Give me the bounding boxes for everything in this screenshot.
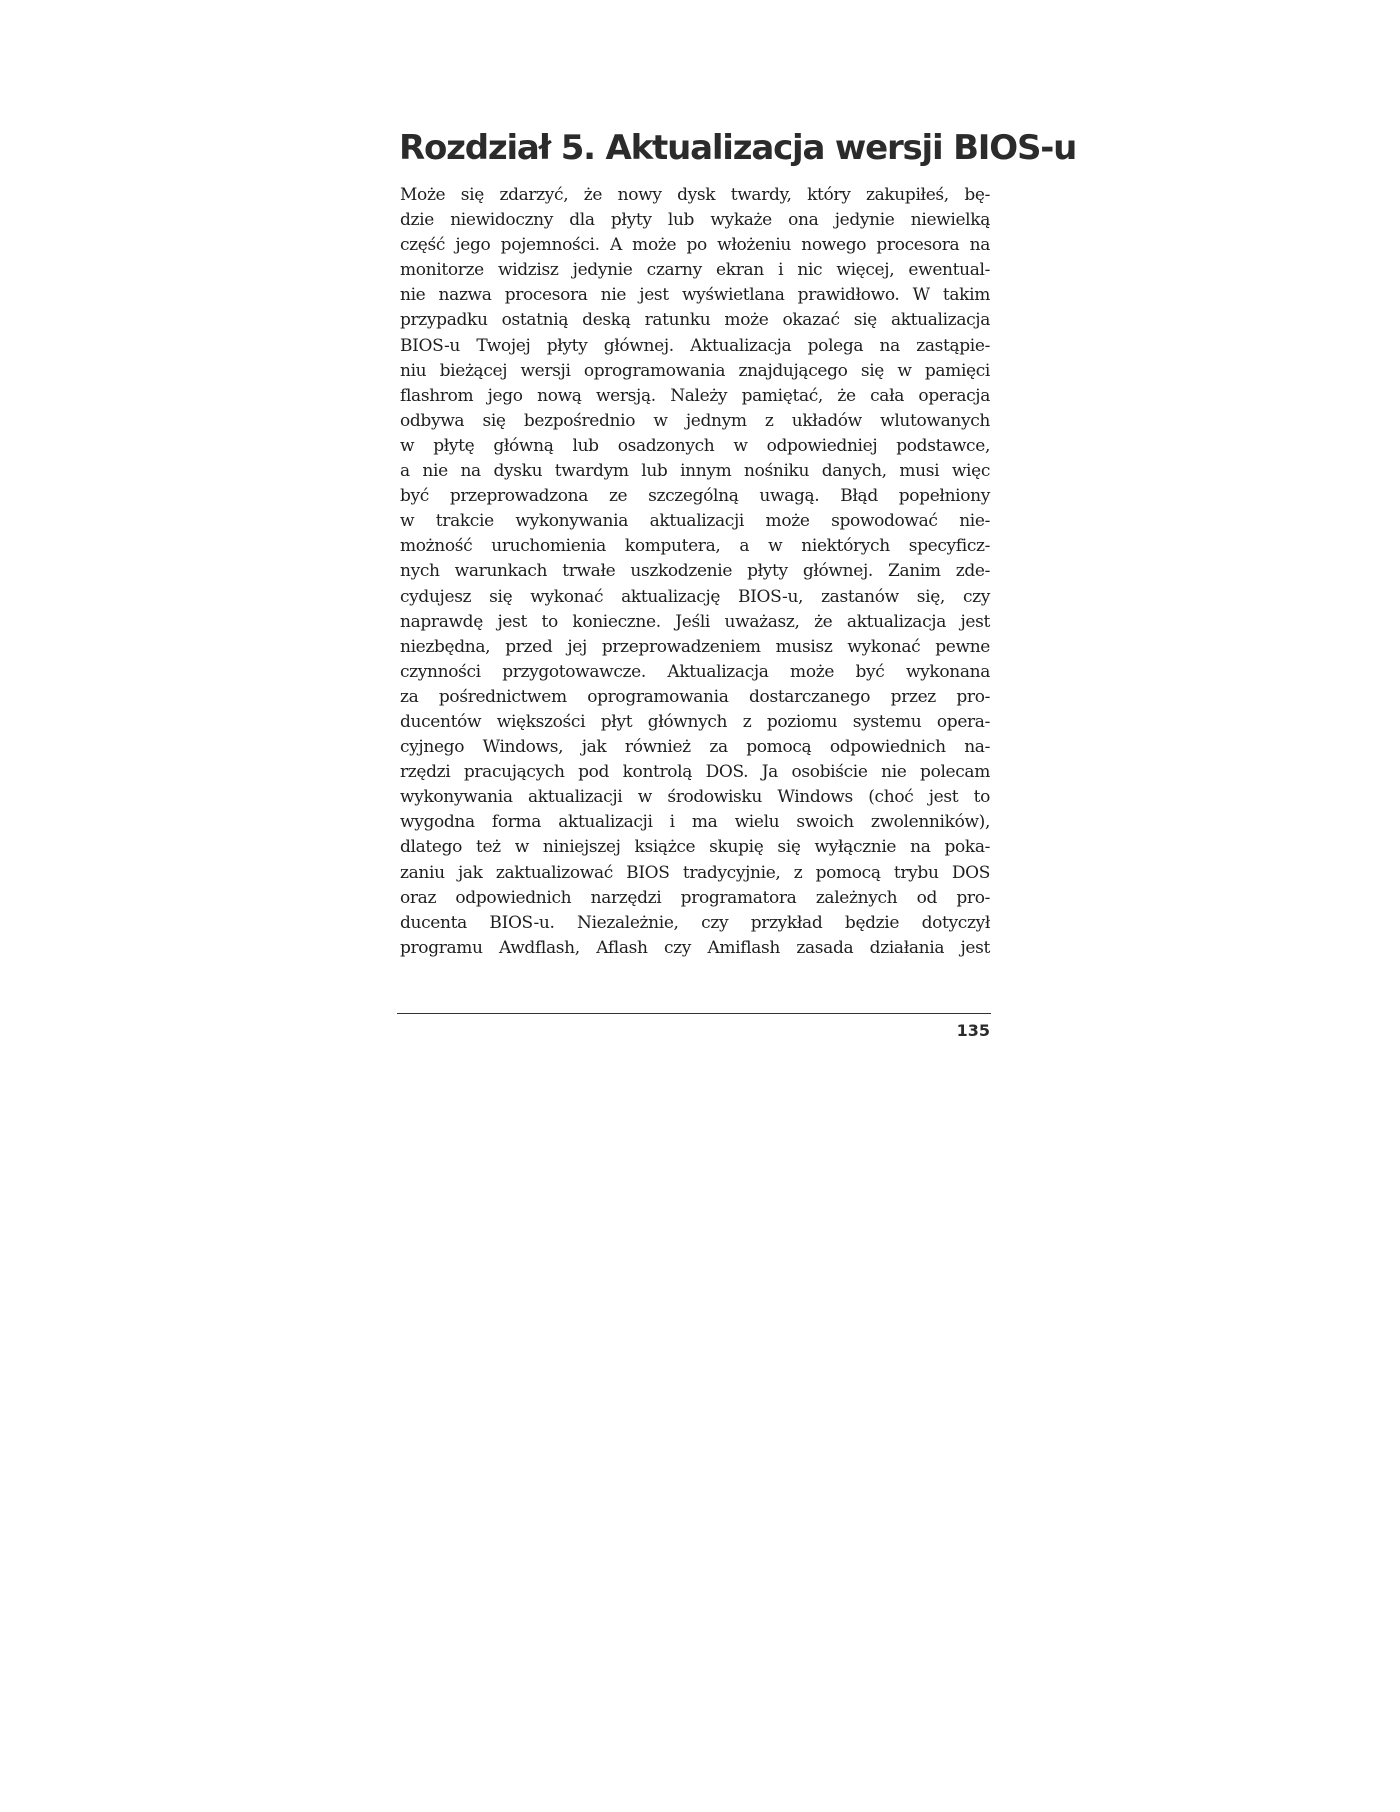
text-line: nych warunkach trwałe uszkodzenie płyty głównej. Zanim zde-	[400, 561, 990, 582]
text-line: wykonywania aktualizacji w środowisku Windows (choć jest to	[400, 787, 990, 808]
text-line: ducenta BIOS-u. Niezależnie, czy przykład będzie dotyczył	[400, 912, 990, 933]
text-line: część jego pojemności. A może po włożeniu nowego procesora na	[400, 235, 990, 256]
text-line: cyjnego Windows, jak również za pomocą odpowiednich na-	[400, 737, 990, 758]
page-number: 135	[956, 1021, 990, 1040]
text-line: BIOS-u Twojej płyty głównej. Aktualizacja polega na zastąpie-	[400, 335, 990, 356]
text-line: wygodna forma aktualizacji i ma wielu swoich zwolenników),	[400, 812, 990, 833]
text-line: zaniu jak zaktualizować BIOS tradycyjnie, z pomocą trybu DOS	[400, 862, 990, 883]
text-line: naprawdę jest to konieczne. Jeśli uważasz, że aktualizacja jest	[400, 611, 990, 632]
text-line: w trakcie wykonywania aktualizacji może spowodować nie-	[400, 511, 990, 532]
text-line: przypadku ostatnią deską ratunku może okazać się aktualizacja	[400, 310, 990, 331]
text-line: flashrom jego nową wersją. Należy pamiętać, że cała operacja	[400, 385, 990, 406]
text-line: niezbędna, przed jej przeprowadzeniem musisz wykonać pewne	[400, 636, 990, 657]
text-line: czynności przygotowawcze. Aktualizacja może być wykonana	[400, 661, 990, 682]
footer-divider	[397, 1013, 991, 1014]
text-line: w płytę główną lub osadzonych w odpowiedniej podstawce,	[400, 435, 990, 456]
text-line: dzie niewidoczny dla płyty lub wykaże ona jedynie niewielką	[400, 210, 990, 231]
chapter-title: Rozdział 5. Aktualizacja wersji BIOS-u	[399, 128, 1077, 168]
text-line: Może się zdarzyć, że nowy dysk twardy, który zakupiłeś, bę-	[400, 185, 990, 205]
text-line: ducentów większości płyt głównych z poziomu systemu opera-	[400, 711, 990, 732]
text-line: niu bieżącej wersji oprogramowania znajdującego się w pamięci	[400, 360, 990, 381]
text-line: cydujesz się wykonać aktualizację BIOS-u, zastanów się, czy	[400, 586, 990, 607]
text-line: monitorze widzisz jedynie czarny ekran i nic więcej, ewentual-	[400, 260, 990, 281]
text-line: odbywa się bezpośrednio w jednym z układów wlutowanych	[400, 410, 990, 431]
text-line: za pośrednictwem oprogramowania dostarczanego przez pro-	[400, 686, 990, 707]
text-line: a nie na dysku twardym lub innym nośniku danych, musi więc	[400, 461, 990, 482]
text-line: programu Awdflash, Aflash czy Amiflash zasada działania jest	[400, 937, 990, 958]
text-line: rzędzi pracujących pod kontrolą DOS. Ja osobiście nie polecam	[400, 762, 990, 783]
text-line: możność uruchomienia komputera, a w niektórych specyficz-	[400, 536, 990, 557]
body-paragraph	[400, 183, 990, 961]
text-line: oraz odpowiednich narzędzi programatora zależnych od pro-	[400, 887, 990, 908]
text-line: dlatego też w niniejszej książce skupię się wyłącznie na poka-	[400, 837, 990, 858]
text-line: nie nazwa procesora nie jest wyświetlana prawidłowo. W takim	[400, 285, 990, 306]
text-line: być przeprowadzona ze szczególną uwagą. Błąd popełniony	[400, 486, 990, 507]
